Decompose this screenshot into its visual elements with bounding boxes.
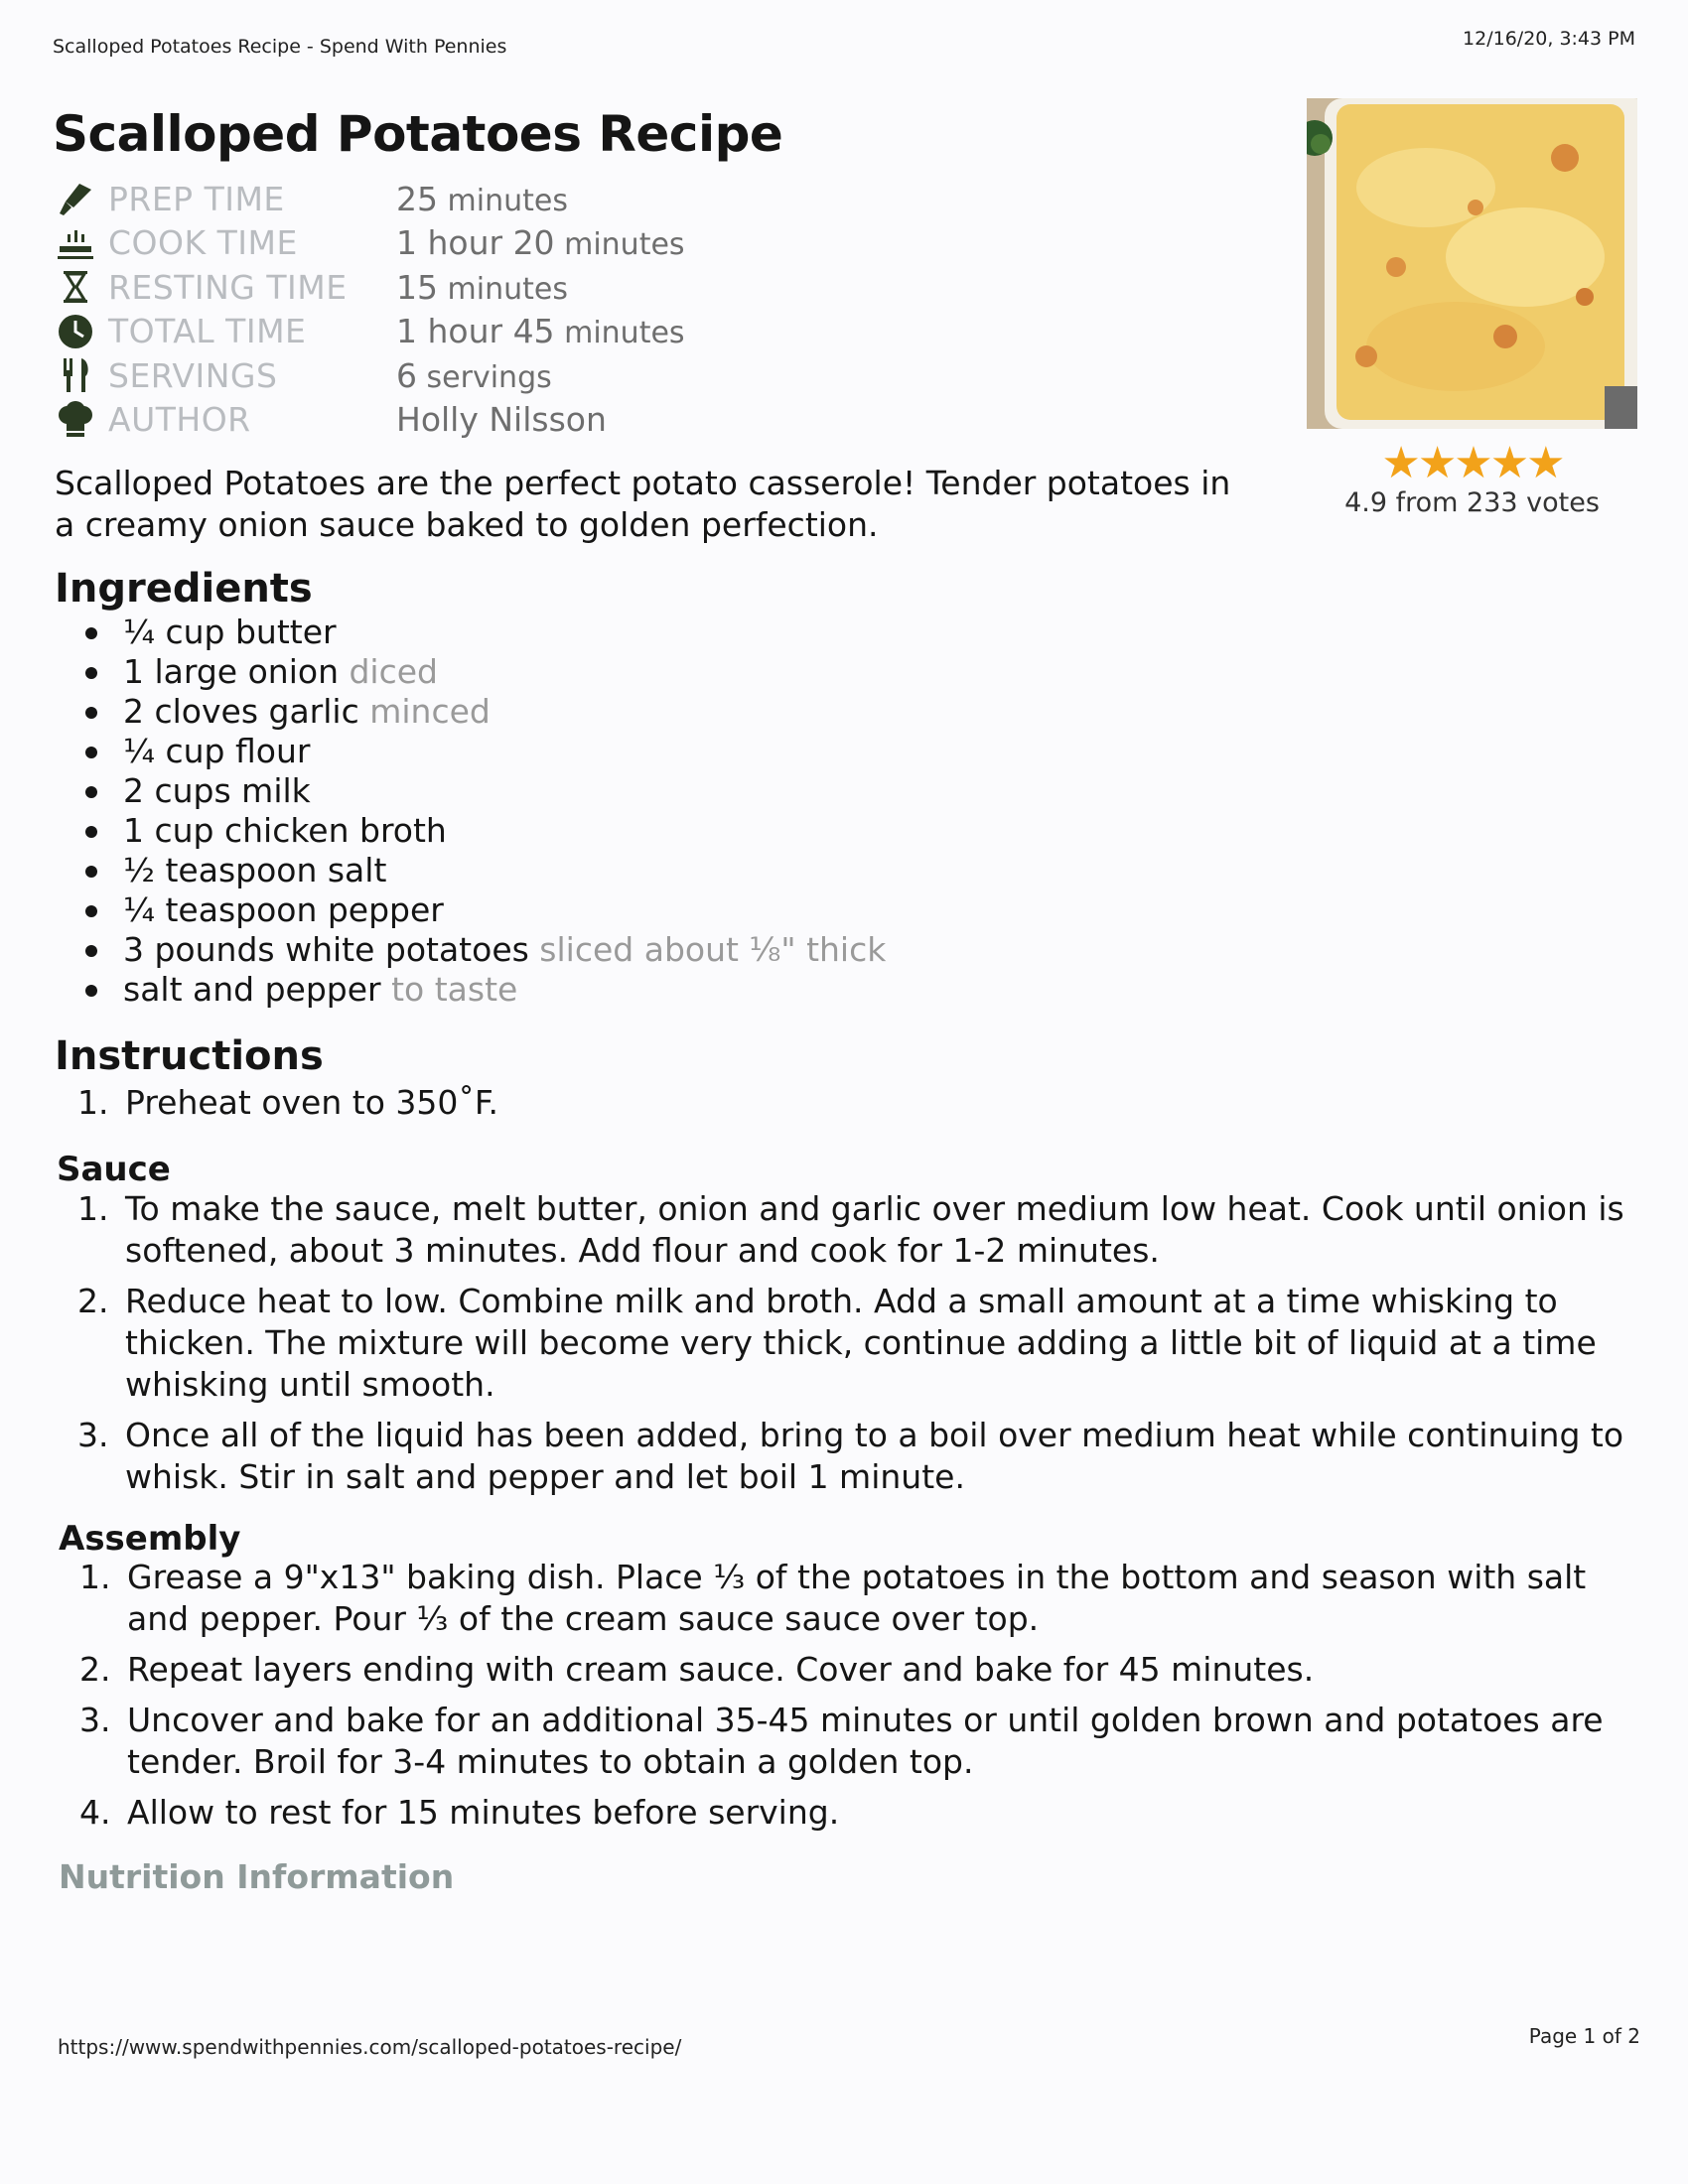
assembly-heading: Assembly <box>59 1519 241 1559</box>
meta-servings <box>53 353 685 398</box>
meta-label: PREP TIME <box>108 179 285 218</box>
meta-label: AUTHOR <box>108 400 251 440</box>
list-item: 3 pounds white potatoes sliced about ⅛" thick <box>71 930 886 970</box>
meta-label: COOK TIME <box>108 223 298 263</box>
recipe-meta <box>53 177 685 442</box>
recipe-title: Scalloped Potatoes Recipe <box>53 105 783 163</box>
print-header-title: Scalloped Potatoes Recipe - Spend With Pennies <box>53 36 507 58</box>
clock-icon <box>53 312 98 351</box>
list-item: 2. Reduce heat to low. Combine milk and broth. Add a small amount at a time whisking to thicken. The mixture will become very thick, continue adding a little bit of liquid at a time whisking until smooth. <box>77 1282 1597 1404</box>
list-item: 3. Once all of the liquid has been added, bring to a boil over medium heat while continuing to whisk. Stir in salt and pepper and let boil 1 minute. <box>77 1416 1624 1496</box>
recipe-summary: Scalloped Potatoes are the perfect potato casserole! Tender potatoes in a creamy onion sauce baked to golden perfection. <box>55 464 1231 544</box>
pot-icon <box>53 223 98 263</box>
nutrition-heading: Nutrition Information <box>59 1857 455 1896</box>
list-item: ½ teaspoon salt <box>71 851 886 890</box>
list-item: ¼ teaspoon pepper <box>71 890 886 930</box>
meta-value: 25 minutes <box>396 179 568 218</box>
hourglass-icon <box>53 267 98 307</box>
instructions-list <box>77 1082 1656 1133</box>
list-item: ¼ cup flour <box>71 732 886 771</box>
meta-value: Holly Nilsson <box>396 400 607 440</box>
chef-hat-icon <box>53 400 98 440</box>
knife-icon <box>53 179 98 218</box>
rating <box>1307 438 1637 518</box>
list-item: 1 cup chicken broth <box>71 811 886 851</box>
meta-resting-time <box>53 265 685 310</box>
meta-cook-time <box>53 221 685 266</box>
list-item: ¼ cup butter <box>71 613 886 652</box>
meta-value: 1 hour 45 minutes <box>396 312 685 351</box>
recipe-photo <box>1307 98 1637 429</box>
meta-label: TOTAL TIME <box>108 312 307 351</box>
rating-stars: ★★★★★ <box>1381 438 1563 488</box>
list-item: 1. Grease a 9"x13" baking dish. Place ⅓ of the potatoes in the bottom and season with salt and pepper. Pour ⅓ of the cream sauce sauce over top. <box>79 1558 1587 1638</box>
list-item: salt and pepper to taste <box>71 970 886 1010</box>
sauce-steps <box>77 1188 1646 1507</box>
meta-total-time <box>53 310 685 354</box>
meta-value: 1 hour 20 minutes <box>396 223 685 263</box>
list-item: 4. Allow to rest for 15 minutes before serving. <box>79 1793 840 1832</box>
meta-author <box>53 398 685 443</box>
utensils-icon <box>53 355 98 395</box>
print-footer-url: https://www.spendwithpennies.com/scalloped-potatoes-recipe/ <box>58 2035 682 2059</box>
ingredients-heading: Ingredients <box>55 566 313 612</box>
assembly-steps <box>79 1557 1628 1843</box>
meta-label: RESTING TIME <box>108 267 348 307</box>
print-footer-page-number: Page 1 of 2 <box>1528 2024 1640 2048</box>
ingredients-list <box>71 613 886 1010</box>
list-item: 2 cups milk <box>71 771 886 811</box>
list-item: 3. Uncover and bake for an additional 35-45 minutes or until golden brown and potatoes are tender. Broil for 3-4 minutes to obtain a golden top. <box>79 1701 1604 1781</box>
list-item: 2 cloves garlic minced <box>71 692 886 732</box>
meta-value: 6 servings <box>396 355 552 395</box>
list-item: 2. Repeat layers ending with cream sauce. Cover and bake for 45 minutes. <box>79 1650 1315 1689</box>
list-item: 1. Preheat oven to 350˚F. <box>77 1083 499 1122</box>
meta-value: 15 minutes <box>396 267 568 307</box>
meta-prep-time <box>53 177 685 221</box>
meta-label: SERVINGS <box>108 355 278 395</box>
print-header-datetime: 12/16/20, 3:43 PM <box>1463 28 1635 50</box>
list-item: 1. To make the sauce, melt butter, onion and garlic over medium low heat. Cook until onion is softened, about 3 minutes. Add flour and cook for 1-2 minutes. <box>77 1189 1624 1270</box>
list-item: 1 large onion diced <box>71 652 886 692</box>
sauce-heading: Sauce <box>57 1150 171 1189</box>
rating-text: 4.9 from 233 votes <box>1344 487 1600 518</box>
instructions-heading: Instructions <box>55 1033 324 1079</box>
